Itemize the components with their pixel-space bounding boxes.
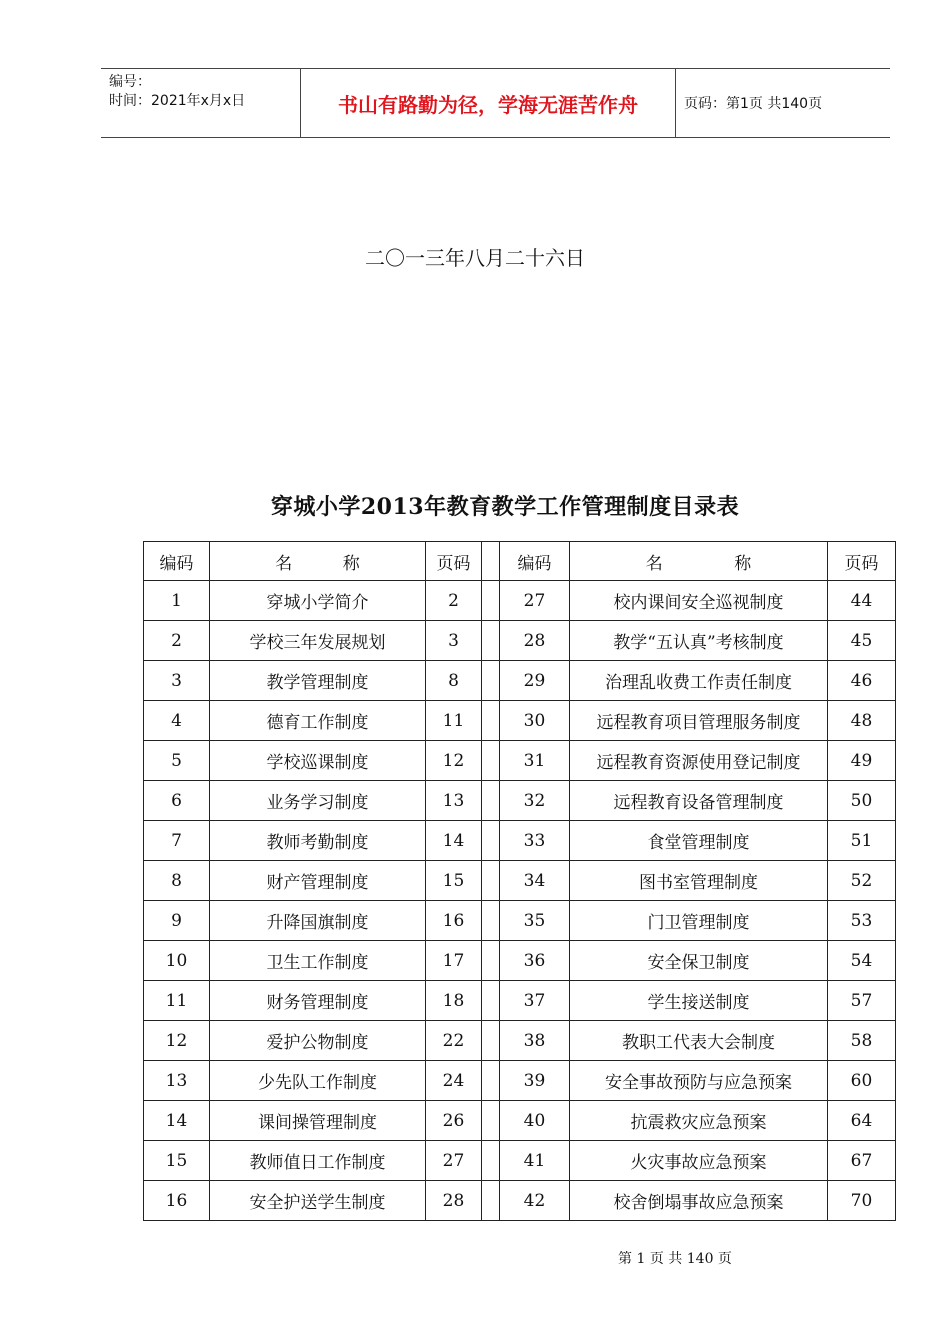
cell-name-right: 食堂管理制度 xyxy=(570,821,828,861)
cell-code-right: 42 xyxy=(500,1181,570,1221)
cell-name-left: 德育工作制度 xyxy=(210,701,426,741)
cell-code-left: 6 xyxy=(144,781,210,821)
cell-page-left: 26 xyxy=(426,1101,482,1141)
table-row xyxy=(144,941,896,981)
cell-name-right: 校舍倒塌事故应急预案 xyxy=(570,1181,828,1221)
cell-code-right: 36 xyxy=(500,941,570,981)
cell-page-left: 27 xyxy=(426,1141,482,1181)
cell-code-right: 28 xyxy=(500,621,570,661)
cell-name-right: 校内课间安全巡视制度 xyxy=(570,581,828,621)
cell-name-left: 课间操管理制度 xyxy=(210,1101,426,1141)
cell-page-right: 48 xyxy=(828,701,896,741)
table-row xyxy=(144,741,896,781)
cell-name-left: 财务管理制度 xyxy=(210,981,426,1021)
cell-name-left: 爱护公物制度 xyxy=(210,1021,426,1061)
cell-page-left: 12 xyxy=(426,741,482,781)
cell-page-left: 28 xyxy=(426,1181,482,1221)
cell-page-right: 57 xyxy=(828,981,896,1021)
cell-name-left: 学校巡课制度 xyxy=(210,741,426,781)
header-page-right: 页码 xyxy=(828,542,896,581)
table-row xyxy=(144,621,896,661)
page-footer: 第 1 页 共 140 页 xyxy=(618,1251,732,1267)
column-gap xyxy=(482,781,500,821)
cell-page-right: 54 xyxy=(828,941,896,981)
cell-code-left: 8 xyxy=(144,861,210,901)
column-gap xyxy=(482,1141,500,1181)
cell-page-right: 46 xyxy=(828,661,896,701)
cell-page-right: 58 xyxy=(828,1021,896,1061)
cell-name-left: 业务学习制度 xyxy=(210,781,426,821)
header-code-left: 编码 xyxy=(144,542,210,581)
header-name-right-a: 名 xyxy=(645,553,663,574)
table-row xyxy=(144,981,896,1021)
header-name-left xyxy=(210,542,426,581)
cell-name-left: 少先队工作制度 xyxy=(210,1061,426,1101)
cell-page-left: 2 xyxy=(426,581,482,621)
header-page-info: 页码：第1页 共140页 xyxy=(684,96,823,112)
cell-page-right: 70 xyxy=(828,1181,896,1221)
cell-page-right: 44 xyxy=(828,581,896,621)
column-gap xyxy=(482,901,500,941)
cell-name-left: 学校三年发展规划 xyxy=(210,621,426,661)
cell-page-left: 24 xyxy=(426,1061,482,1101)
cell-name-left: 升降国旗制度 xyxy=(210,901,426,941)
cell-page-left: 18 xyxy=(426,981,482,1021)
cell-page-right: 60 xyxy=(828,1061,896,1101)
cell-code-left: 3 xyxy=(144,661,210,701)
cell-page-right: 45 xyxy=(828,621,896,661)
cell-page-left: 11 xyxy=(426,701,482,741)
toc-table xyxy=(143,541,896,1221)
cell-code-right: 35 xyxy=(500,901,570,941)
header-page-left: 页码 xyxy=(426,542,482,581)
cell-page-right: 51 xyxy=(828,821,896,861)
column-gap xyxy=(482,661,500,701)
cell-code-left: 16 xyxy=(144,1181,210,1221)
column-gap xyxy=(482,581,500,621)
time-label: 时间：2021年x月x日 xyxy=(109,93,246,109)
cell-name-right: 远程教育资源使用登记制度 xyxy=(570,741,828,781)
cell-code-left: 7 xyxy=(144,821,210,861)
column-gap xyxy=(482,1101,500,1141)
cell-code-left: 11 xyxy=(144,981,210,1021)
cell-page-left: 14 xyxy=(426,821,482,861)
column-gap xyxy=(482,981,500,1021)
cell-page-right: 50 xyxy=(828,781,896,821)
column-gap xyxy=(482,861,500,901)
cell-page-right: 67 xyxy=(828,1141,896,1181)
table-row xyxy=(144,581,896,621)
cell-code-left: 2 xyxy=(144,621,210,661)
cell-name-right: 远程教育设备管理制度 xyxy=(570,781,828,821)
column-gap xyxy=(482,542,500,581)
table-row xyxy=(144,781,896,821)
cell-page-left: 16 xyxy=(426,901,482,941)
cell-page-left: 8 xyxy=(426,661,482,701)
table-row xyxy=(144,901,896,941)
cell-name-right: 抗震救灾应急预案 xyxy=(570,1101,828,1141)
column-gap xyxy=(482,821,500,861)
cell-code-right: 41 xyxy=(500,1141,570,1181)
cell-name-left: 教学管理制度 xyxy=(210,661,426,701)
cell-page-left: 22 xyxy=(426,1021,482,1061)
header-name-right-b: 称 xyxy=(734,553,752,574)
table-header-row xyxy=(144,542,896,581)
cell-name-right: 安全事故预防与应急预案 xyxy=(570,1061,828,1101)
cell-code-right: 33 xyxy=(500,821,570,861)
cell-name-left: 穿城小学简介 xyxy=(210,581,426,621)
header-name-left-a: 名 xyxy=(275,553,293,574)
cell-code-right: 27 xyxy=(500,581,570,621)
table-row xyxy=(144,1141,896,1181)
number-label: 编号： xyxy=(109,74,151,90)
toc-body xyxy=(144,581,896,1221)
column-gap xyxy=(482,741,500,781)
cell-name-left: 教师值日工作制度 xyxy=(210,1141,426,1181)
cell-name-right: 治理乱收费工作责任制度 xyxy=(570,661,828,701)
header-name-right xyxy=(570,542,828,581)
cell-name-left: 教师考勤制度 xyxy=(210,821,426,861)
cell-page-right: 64 xyxy=(828,1101,896,1141)
cell-name-right: 远程教育项目管理服务制度 xyxy=(570,701,828,741)
cell-code-left: 4 xyxy=(144,701,210,741)
header-code-right: 编码 xyxy=(500,542,570,581)
column-gap xyxy=(482,1021,500,1061)
cell-code-left: 5 xyxy=(144,741,210,781)
cell-code-right: 34 xyxy=(500,861,570,901)
cell-code-right: 40 xyxy=(500,1101,570,1141)
page-header xyxy=(101,68,890,138)
header-motto: 书山有路勤为径，学海无涯苦作舟 xyxy=(301,69,676,137)
cell-code-right: 38 xyxy=(500,1021,570,1061)
cell-page-left: 15 xyxy=(426,861,482,901)
cell-code-right: 39 xyxy=(500,1061,570,1101)
table-row xyxy=(144,821,896,861)
cell-page-right: 49 xyxy=(828,741,896,781)
column-gap xyxy=(482,701,500,741)
table-row xyxy=(144,1101,896,1141)
cell-code-left: 1 xyxy=(144,581,210,621)
header-meta xyxy=(101,69,301,137)
document-title: 穿城小学2013年教育教学工作管理制度目录表 xyxy=(270,494,740,520)
cell-code-left: 13 xyxy=(144,1061,210,1101)
column-gap xyxy=(482,1061,500,1101)
cell-page-left: 13 xyxy=(426,781,482,821)
cell-page-right: 52 xyxy=(828,861,896,901)
cell-name-left: 卫生工作制度 xyxy=(210,941,426,981)
column-gap xyxy=(482,941,500,981)
date-line: 二〇一三年八月二十六日 xyxy=(365,246,585,270)
cell-code-left: 9 xyxy=(144,901,210,941)
header-name-left-b: 称 xyxy=(342,553,360,574)
cell-code-left: 15 xyxy=(144,1141,210,1181)
table-row xyxy=(144,1061,896,1101)
cell-page-right: 53 xyxy=(828,901,896,941)
cell-name-right: 教学“五认真”考核制度 xyxy=(570,621,828,661)
cell-name-right: 学生接送制度 xyxy=(570,981,828,1021)
cell-code-right: 29 xyxy=(500,661,570,701)
cell-name-left: 财产管理制度 xyxy=(210,861,426,901)
cell-code-left: 12 xyxy=(144,1021,210,1061)
cell-name-right: 图书室管理制度 xyxy=(570,861,828,901)
cell-code-left: 14 xyxy=(144,1101,210,1141)
column-gap xyxy=(482,621,500,661)
cell-name-right: 火灾事故应急预案 xyxy=(570,1141,828,1181)
cell-page-left: 3 xyxy=(426,621,482,661)
cell-name-right: 教职工代表大会制度 xyxy=(570,1021,828,1061)
column-gap xyxy=(482,1181,500,1221)
cell-code-right: 37 xyxy=(500,981,570,1021)
cell-name-left: 安全护送学生制度 xyxy=(210,1181,426,1221)
table-row xyxy=(144,861,896,901)
cell-name-right: 门卫管理制度 xyxy=(570,901,828,941)
table-row xyxy=(144,701,896,741)
table-row xyxy=(144,1181,896,1221)
cell-page-left: 17 xyxy=(426,941,482,981)
cell-code-right: 31 xyxy=(500,741,570,781)
cell-code-right: 32 xyxy=(500,781,570,821)
cell-code-right: 30 xyxy=(500,701,570,741)
table-row xyxy=(144,661,896,701)
cell-name-right: 安全保卫制度 xyxy=(570,941,828,981)
table-row xyxy=(144,1021,896,1061)
cell-code-left: 10 xyxy=(144,941,210,981)
